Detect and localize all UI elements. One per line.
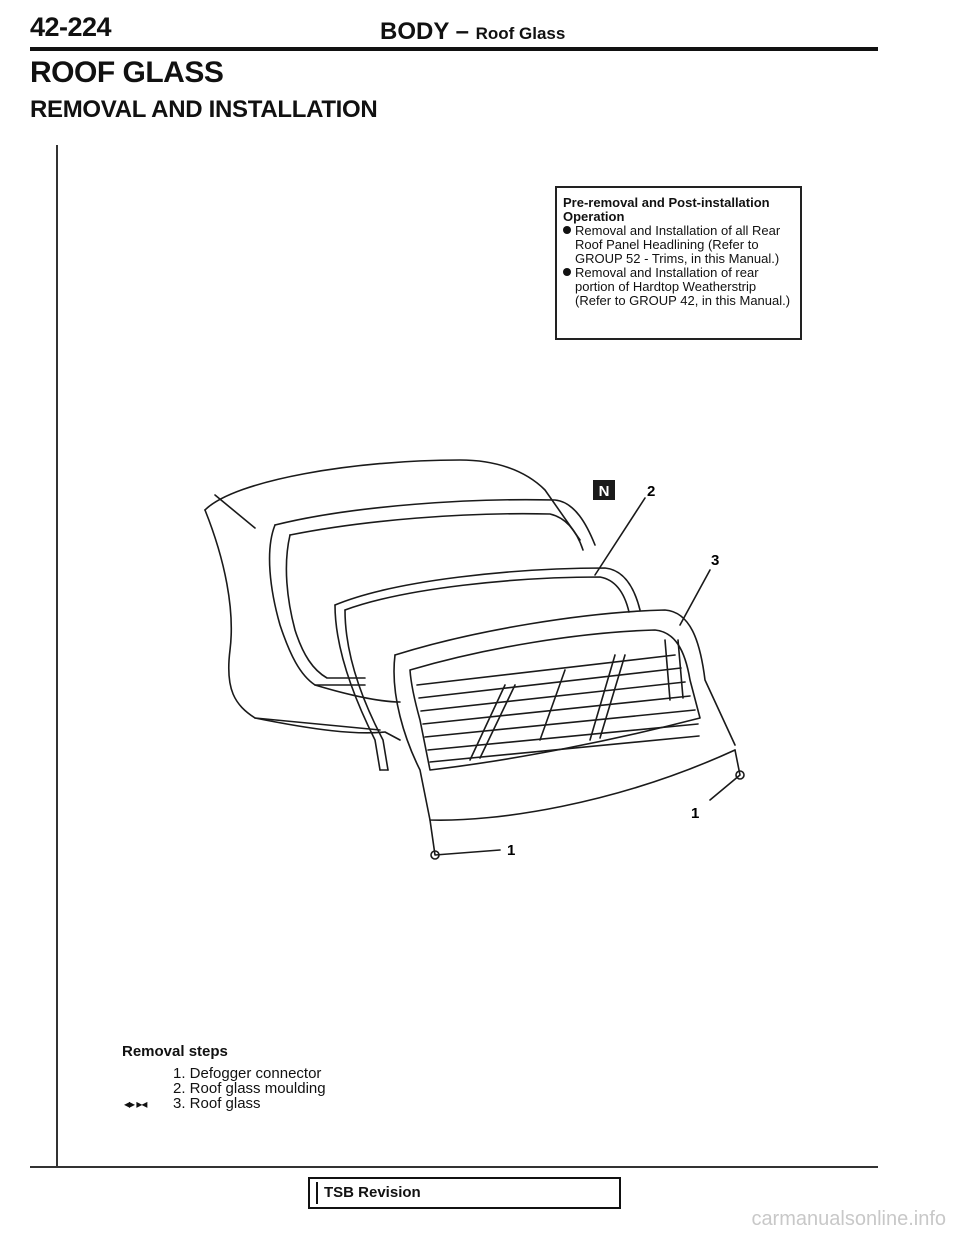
note-item-text: Removal and Installation of rear portion of Hardtop Weatherstrip (Refer to GROUP 42, in this Manual.)	[575, 265, 791, 308]
page-header	[30, 10, 878, 48]
section-title	[380, 18, 565, 46]
note-item	[563, 224, 794, 266]
subsection-name: Roof Glass	[475, 24, 566, 43]
section-separator: –	[448, 18, 476, 45]
bullet-icon	[563, 226, 571, 234]
removal-step: 1. Defogger connector	[173, 1065, 322, 1082]
removal-steps-heading: Removal steps	[122, 1043, 228, 1060]
frame-left-rule	[56, 145, 58, 1166]
procedure-marks-icon: ◂▸ ▸◂	[124, 1097, 147, 1111]
roof-glass-diagram	[195, 440, 765, 870]
callout-3-leader	[680, 570, 710, 625]
page-number: 42-224	[30, 12, 112, 42]
callout-1-right: 1	[691, 805, 700, 822]
callout-1-bottom-leader	[430, 820, 500, 855]
removal-step: 2. Roof glass moulding	[173, 1080, 326, 1097]
frame-bottom-rule	[30, 1166, 878, 1168]
note-item	[563, 266, 794, 308]
watermark: carmanualsonline.info	[751, 1208, 946, 1230]
header-rule	[30, 47, 878, 51]
roof-glass	[394, 610, 735, 820]
section-name: BODY	[380, 18, 449, 45]
callout-2: 2	[647, 483, 656, 500]
callout-2-leader	[595, 498, 645, 575]
tsb-revision-label: TSB Revision	[324, 1184, 421, 1201]
callout-1-bottom: 1	[507, 842, 516, 859]
tsb-revision-box	[308, 1177, 621, 1209]
removal-step: 3. Roof glass	[173, 1095, 261, 1112]
callout-3: 3	[711, 552, 720, 569]
note-heading-line1: Pre-removal and Post-installation	[563, 195, 770, 210]
note-heading	[563, 196, 794, 224]
note-item-text: Removal and Installation of all Rear Roof Panel Headlining (Refer to GROUP 52 - Trims, in this Manual.)	[575, 223, 781, 266]
n-badge-label: N	[598, 483, 610, 500]
page-subtitle: REMOVAL AND INSTALLATION	[30, 96, 378, 123]
roof-glass-moulding	[335, 568, 640, 770]
tsb-bar	[316, 1182, 318, 1204]
bullet-icon	[563, 268, 571, 276]
note-heading-line2: Operation	[563, 209, 625, 224]
pre-removal-note	[555, 186, 802, 340]
page-title: ROOF GLASS	[30, 56, 224, 89]
